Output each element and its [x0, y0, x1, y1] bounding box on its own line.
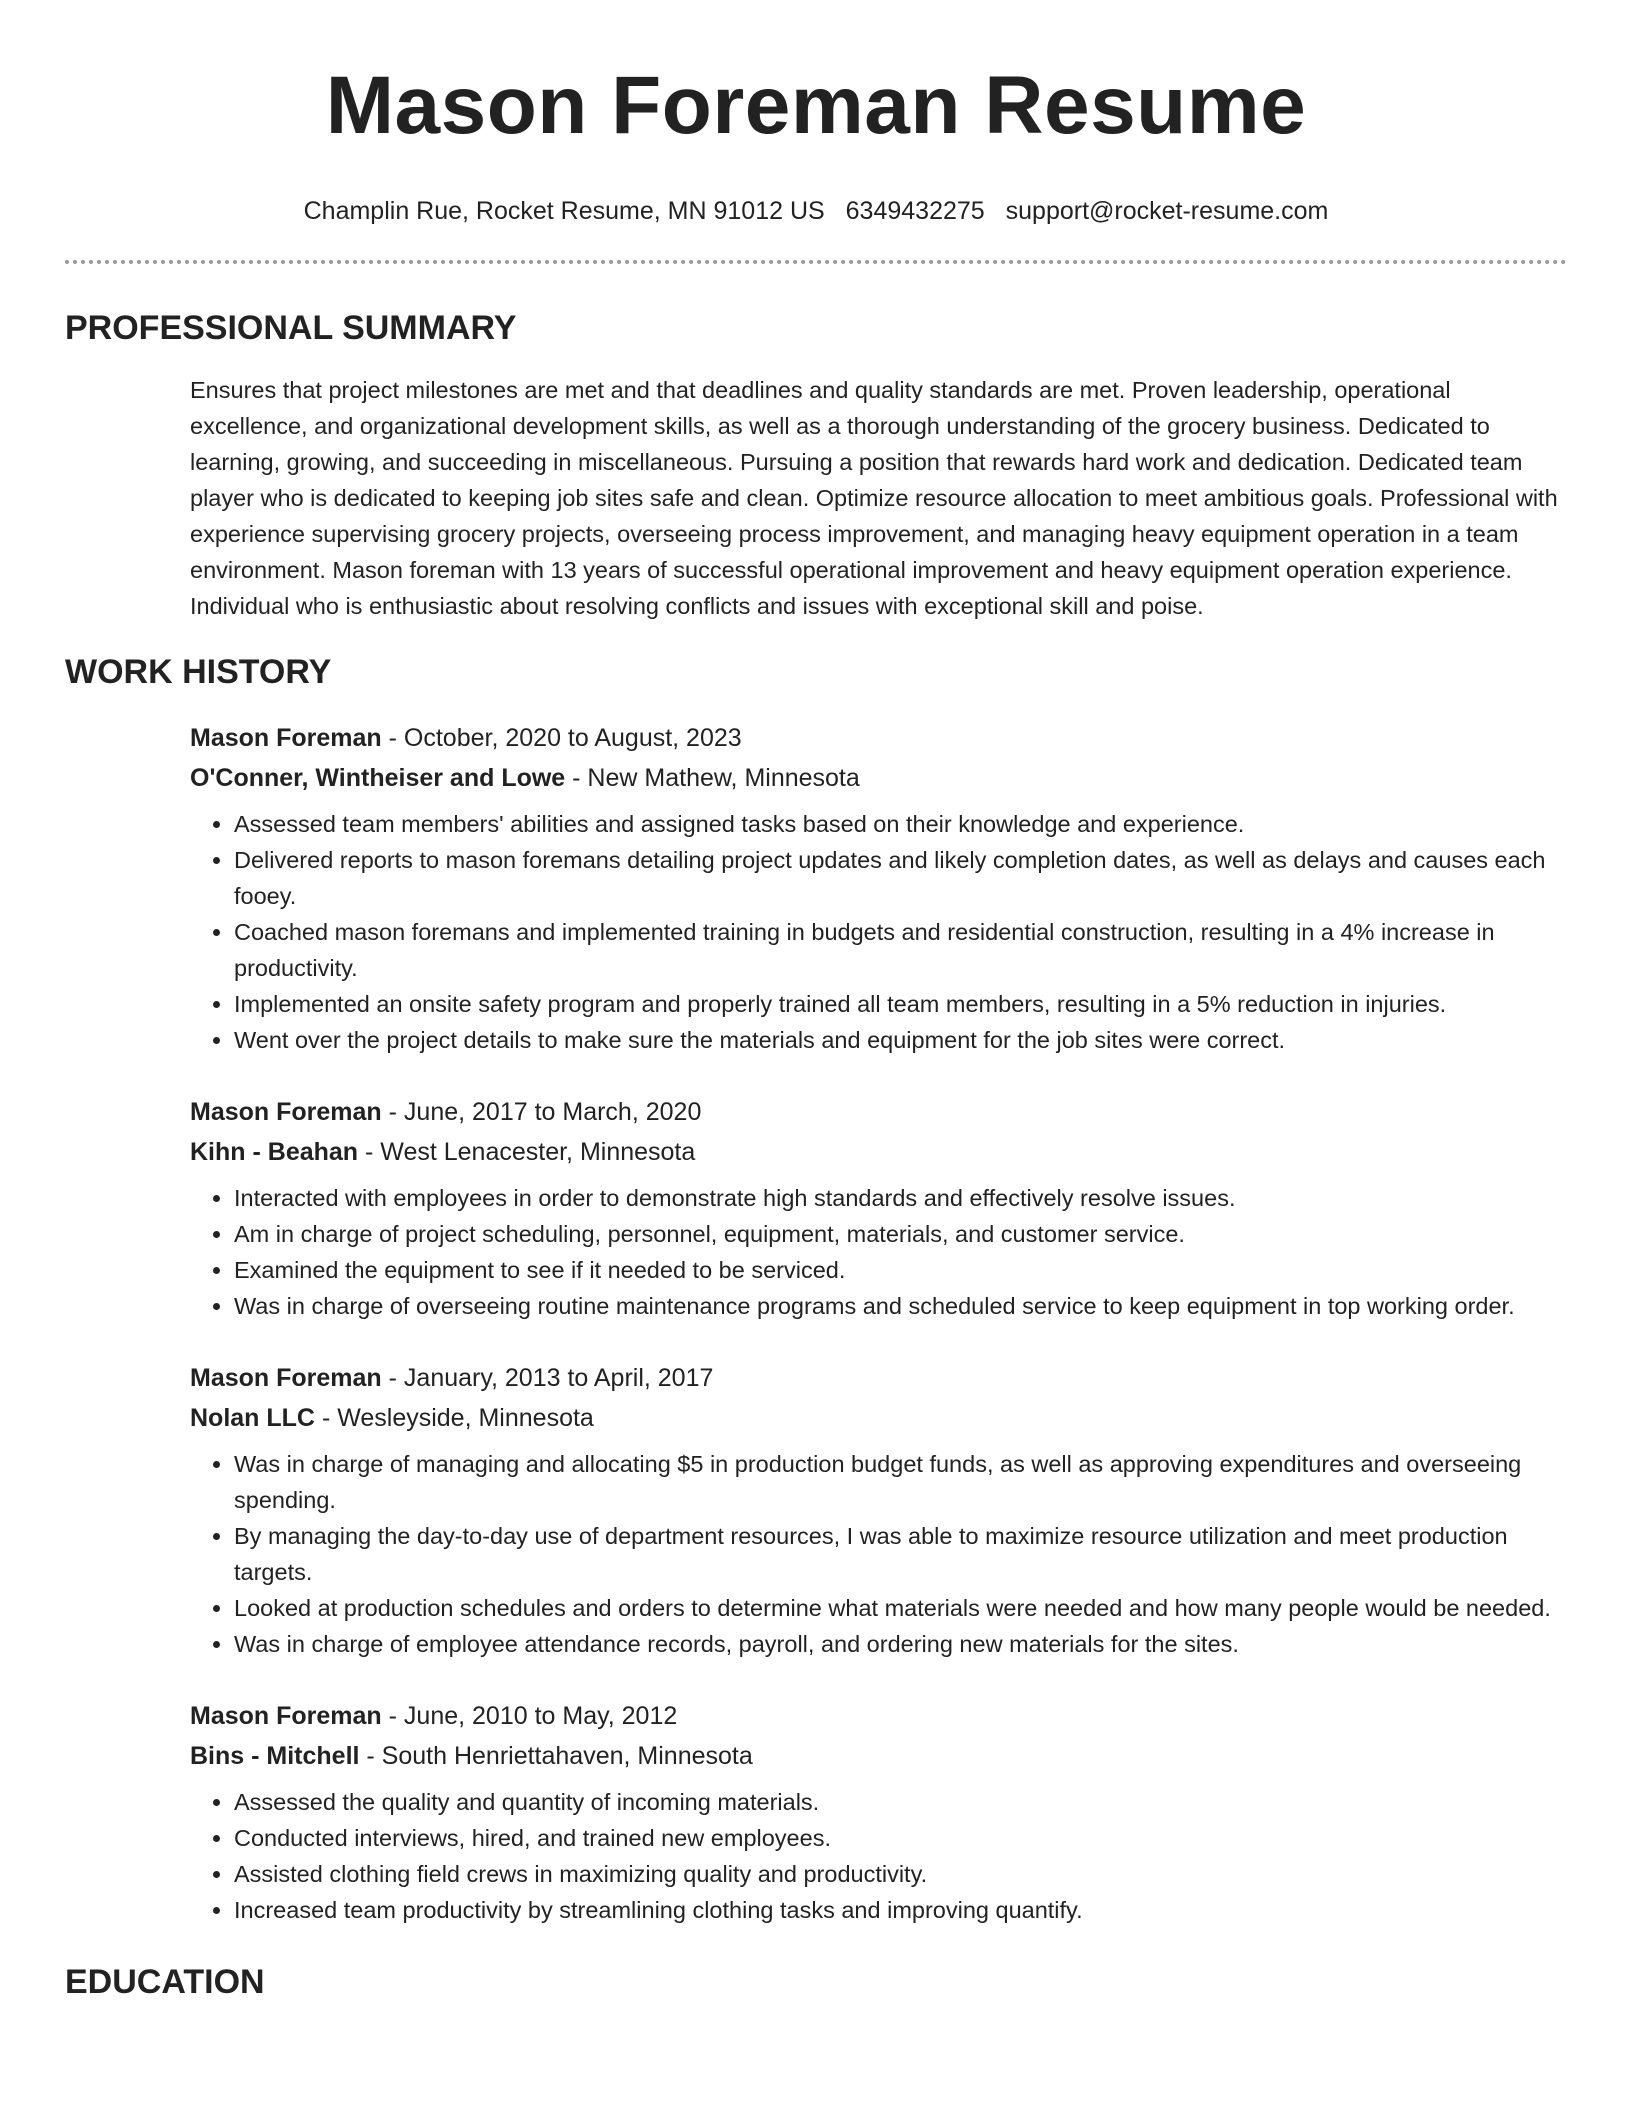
- job-entry: [190, 1358, 1567, 1662]
- contact-line: [65, 196, 1567, 226]
- job-bullet: • Delivered reports to mason foremans detailing project updates and likely completion dates, as well as delays and causes each fooey.: [234, 842, 1567, 914]
- job-bullet: • Was in charge of employee attendance records, payroll, and ordering new materials for the sites.: [234, 1626, 1567, 1662]
- section-title-education: EDUCATION: [65, 1963, 265, 2001]
- job-bullet: • Assessed team members' abilities and assigned tasks based on their knowledge and experience.: [234, 806, 1567, 842]
- job-bullet: • Increased team productivity by streamlining clothing tasks and improving quantify.: [234, 1892, 1567, 1928]
- job-bullets: [190, 1446, 1567, 1662]
- job-bullets: [190, 1784, 1567, 1928]
- job-entry: [190, 1696, 1567, 1928]
- job-dates: - June, 2010 to May, 2012: [381, 1702, 678, 1730]
- resume-title: Mason Foreman Resume: [325, 60, 1307, 151]
- job-role: Mason Foreman: [190, 1702, 382, 1730]
- job-bullet: • Went over the project details to make sure the materials and equipment for the job sites were correct.: [234, 1022, 1567, 1058]
- job-bullets: [190, 1180, 1567, 1324]
- job-company-line: [190, 758, 1567, 798]
- job-location: - Wesleyside, Minnesota: [315, 1404, 594, 1432]
- job-bullet: • Assisted clothing field crews in maximizing quality and productivity.: [234, 1856, 1567, 1892]
- job-bullet: • By managing the day-to-day use of department resources, I was able to maximize resource utilization and meet production targets.: [234, 1518, 1567, 1590]
- job-company: Bins - Mitchell: [190, 1742, 360, 1770]
- job-role: Mason Foreman: [190, 1364, 382, 1392]
- job-company: Kihn - Beahan: [190, 1138, 359, 1166]
- contact-email: support@rocket-resume.com: [1005, 197, 1329, 225]
- job-dates: - October, 2020 to August, 2023: [381, 724, 742, 752]
- job-location: - South Henriettahaven, Minnesota: [359, 1742, 753, 1770]
- section-title-work-history: WORK HISTORY: [65, 653, 332, 691]
- job-location: - West Lenacester, Minnesota: [358, 1138, 696, 1166]
- job-bullet: • Was in charge of overseeing routine maintenance programs and scheduled service to keep equipment in top working order.: [234, 1288, 1567, 1324]
- job-bullet: • Examined the equipment to see if it needed to be serviced.: [234, 1252, 1567, 1288]
- header-divider: [65, 260, 1567, 264]
- job-company-line: [190, 1398, 1567, 1438]
- job-bullet: • Conducted interviews, hired, and trained new employees.: [234, 1820, 1567, 1856]
- job-entry: [190, 718, 1567, 1058]
- job-dates: - January, 2013 to April, 2017: [381, 1364, 714, 1392]
- job-location: - New Mathew, Minnesota: [565, 764, 860, 792]
- job-bullet: • Assessed the quality and quantity of incoming materials.: [234, 1784, 1567, 1820]
- job-bullet: • Looked at production schedules and orders to determine what materials were needed and how many people would be needed.: [234, 1590, 1567, 1626]
- job-role-line: [190, 1092, 1567, 1132]
- job-company: Nolan LLC: [190, 1404, 315, 1432]
- job-entry: [190, 1092, 1567, 1324]
- job-bullet: • Interacted with employees in order to demonstrate high standards and effectively resolve issues.: [234, 1180, 1567, 1216]
- contact-phone: 6349432275: [845, 197, 985, 225]
- job-role-line: [190, 1696, 1567, 1736]
- job-role: Mason Foreman: [190, 1098, 382, 1126]
- job-role: Mason Foreman: [190, 724, 382, 752]
- summary-text: Ensures that project milestones are met and that deadlines and quality standards are met. Proven leadership, operational excellence, and organizational development skills, as well as a thorough understanding of the grocery business. Dedicated to learning, growing, and succeeding in miscellaneous. Pursuing a position that rewards hard work and dedication. Dedicated team player who is dedicated to keeping job sites safe and clean. Optimize resource allocation to meet ambitious goals. Professional with experience supervising grocery projects, overseeing process improvement, and managing heavy equipment operation in a team environment. Mason foreman with 13 years of successful operational improvement and heavy equipment operation experience. Individual who is enthusiastic about resolving conflicts and issues with exceptional skill and poise.: [190, 377, 1558, 619]
- job-bullet: • Implemented an onsite safety program and properly trained all team members, resulting in a 5% reduction in injuries.: [234, 986, 1567, 1022]
- job-company-line: [190, 1736, 1567, 1776]
- job-role-line: [190, 1358, 1567, 1398]
- job-company: O'Conner, Wintheiser and Lowe: [190, 764, 566, 792]
- job-bullet: • Am in charge of project scheduling, personnel, equipment, materials, and customer service.: [234, 1216, 1567, 1252]
- job-company-line: [190, 1132, 1567, 1172]
- job-dates: - June, 2017 to March, 2020: [381, 1098, 702, 1126]
- job-bullet: • Was in charge of managing and allocating $5 in production budget funds, as well as approving expenditures and overseeing spending.: [234, 1446, 1567, 1518]
- job-bullets: [190, 806, 1567, 1058]
- contact-address: Champlin Rue, Rocket Resume, MN 91012 US: [303, 197, 825, 225]
- job-role-line: [190, 718, 1567, 758]
- section-title-summary: PROFESSIONAL SUMMARY: [65, 309, 517, 347]
- job-bullet: • Coached mason foremans and implemented training in budgets and residential construction, resulting in a 4% increase in productivity.: [234, 914, 1567, 986]
